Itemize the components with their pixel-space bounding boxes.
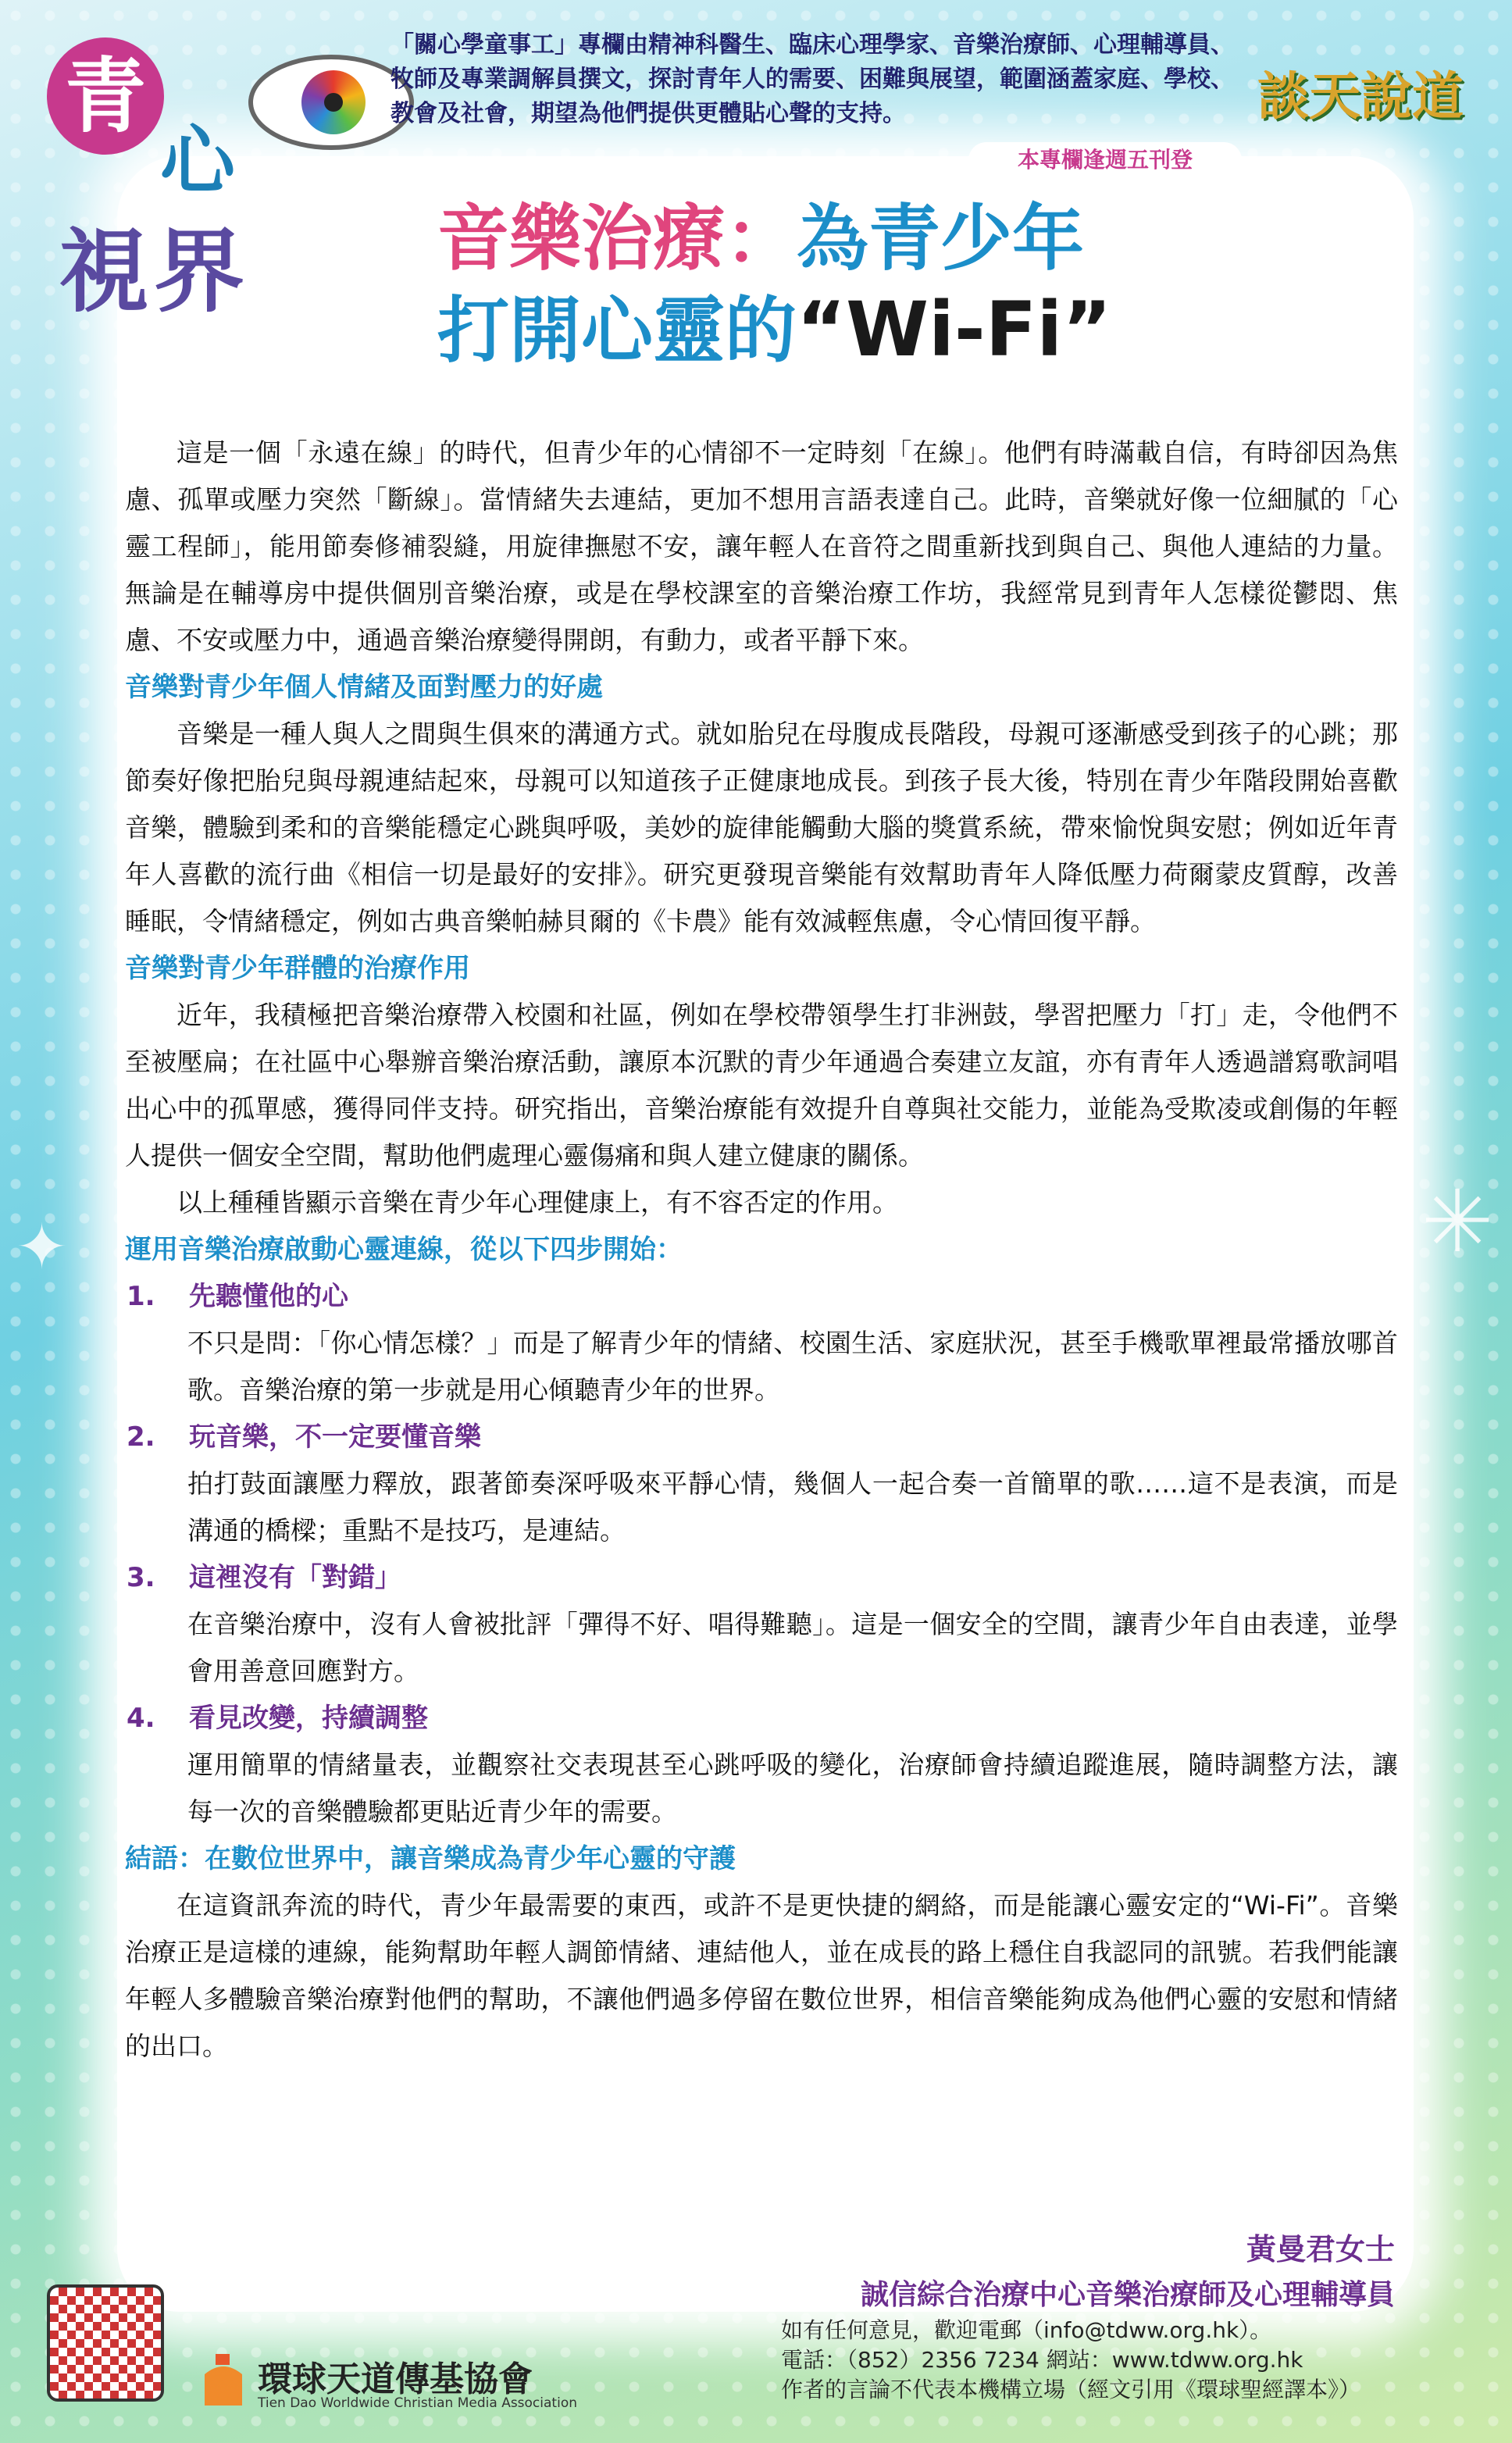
org-name: 環球天道傳基協會 <box>258 2359 533 2399</box>
paragraph: 在這資訊奔流的時代，青少年最需要的東西，或許不是更快捷的網絡，而是能讓心靈安定的“Wi-Fi”。音樂治療正是這樣的連線，能夠幫助年輕人調節情緒、連結他人，並在成長的路上穩住自我認同的訊號。若我們能讓年輕人多體驗音樂治療對他們的幫助，不讓他們過多停留在數位世界，相信音樂能夠成為他們心靈的安慰和情緒的出口。 <box>125 1890 1398 2061</box>
eye-icon <box>248 55 414 150</box>
section-heading: 音樂對青少年個人情緒及面對壓力的好處 <box>125 672 603 703</box>
title-part-2: 為青少年 <box>797 197 1085 280</box>
contact-email-line: 如有任何意見，歡迎電郵（info@tdww.org.hk）。 <box>781 2317 1272 2343</box>
author-block <box>861 2226 1395 2316</box>
sparkle-icon: ✳ <box>1421 1172 1494 1271</box>
column-intro: 「關心學童事工」專欄由精神科醫生、臨床心理學家、音樂治療師、心理輔導員、牧師及專業調解員撰文，探討青年人的需要、困難與展望，範圍涵蓋家庭、學校、教會及社會，期望為他們提供更體貼心聲的支持。 <box>390 31 1234 127</box>
org-english-name: Tien Dao Worldwide Christian Media Association <box>258 2395 577 2411</box>
logo-xin-text: 心 <box>160 117 235 205</box>
step-title: 玩音樂，不一定要懂音樂 <box>189 1421 481 1453</box>
step-number: 2. <box>127 1421 155 1453</box>
step-list <box>125 1273 1398 1835</box>
step-heading <box>125 1414 1398 1460</box>
title-part-3: 打開心靈的 <box>437 289 797 373</box>
paragraph: 音樂是一種人與人之間與生俱來的溝通方式。就如胎兒在母腹成長階段，母親可逐漸感受到孩子的心跳；那節奏好像把胎兒與母親連結起來，母親可以知道孩子正健康地成長。到孩子長大後，特別在青少年階段開始喜歡音樂，體驗到柔和的音樂能穩定心跳與呼吸，美妙的旋律能觸動大腦的獎賞系統，帶來愉悅與安慰；例如近年青年人喜歡的流行曲《相信一切是最好的安排》。研究更發現音樂能有效幫助青年人降低壓力荷爾蒙皮質醇，改善睡眠，令情緒穩定，例如古典音樂帕赫貝爾的《卡農》能有效減輕焦慮，令心情回復平靜。 <box>125 719 1398 936</box>
section-heading: 結語：在數位世界中，讓音樂成為青少年心靈的守護 <box>125 1843 736 1874</box>
title-part-4: “Wi-Fi” <box>797 286 1112 373</box>
contact-info <box>781 2316 1360 2405</box>
qr-code-icon[interactable] <box>47 2284 164 2402</box>
step-body: 運用簡單的情緒量表，並觀察社交表現甚至心跳呼吸的變化，治療師會持續追蹤進展，隨時調整方法，讓每一次的音樂體驗都更貼近青少年的需要。 <box>187 1749 1398 1827</box>
eye-pupil <box>324 93 343 112</box>
author-role: 誠信綜合治療中心音樂治療師及心理輔導員 <box>860 2278 1395 2311</box>
step-number: 3. <box>127 1562 155 1593</box>
author-name: 黃曼君女士 <box>1246 2231 1395 2266</box>
step-heading <box>125 1695 1398 1742</box>
step-title: 先聽懂他的心 <box>189 1281 348 1312</box>
step-body: 不只是問：「你心情怎樣？」而是了解青少年的情緒、校園生活、家庭狀況，甚至手機歌單裡最常播放哪首歌。音樂治療的第一步就是用心傾聽青少年的世界。 <box>187 1328 1398 1405</box>
step-title: 看見改變，持續調整 <box>189 1703 428 1734</box>
step-number: 4. <box>127 1703 155 1734</box>
tan-tian-shuo-dao-logo: 談天說道 <box>1257 66 1464 127</box>
paragraph: 這是一個「永遠在線」的時代，但青少年的心情卻不一定時刻「在線」。他們有時滿載自信，有時卻因為焦慮、孤單或壓力突然「斷線」。當情緒失去連結，更加不想用言語表達自己。此時，音樂就好像一位細膩的「心靈工程師」，能用節奏修補裂縫，用旋律撫慰不安，讓年輕人在音符之間重新找到與自己、與他人連結的力量。無論是在輔導房中提供個別音樂治療，或是在學校課室的音樂治療工作坊，我經常見到青年人怎樣從鬱悶、焦慮、不安或壓力中，通過音樂治療變得開朗，有動力，或者平靜下來。 <box>125 437 1398 655</box>
step-number: 1. <box>127 1281 155 1312</box>
org-logo-icon <box>201 2351 245 2406</box>
step-title: 這裡沒有「對錯」 <box>189 1562 401 1593</box>
disclaimer-line: 作者的言論不代表本機構立場（經文引用《環球聖經譯本》） <box>781 2377 1361 2402</box>
logo-shijie-text: 視界 <box>59 219 249 325</box>
section-heading: 音樂對青少年群體的治療作用 <box>125 953 470 984</box>
contact-phone-line: 電話：（852）2356 7234 網站：www.tdww.org.hk <box>781 2347 1303 2373</box>
title-part-1: 音樂治療： <box>437 197 797 280</box>
article-body <box>125 430 1398 2070</box>
section-heading: 運用音樂治療啟動心靈連線，從以下四步開始： <box>125 1234 683 1265</box>
article-title <box>437 194 1375 376</box>
paragraph: 近年，我積極把音樂治療帶入校園和社區，例如在學校帶領學生打非洲鼓，學習把壓力「打」走，令他們不至被壓扁；在社區中心舉辦音樂治療活動，讓原本沉默的青少年通過合奏建立友誼，亦有青年人透過譜寫歌詞唱出心中的孤單感，獲得同伴支持。研究指出，音樂治療能有效提升自尊與社交能力，並能為受欺凌或創傷的年輕人提供一個安全空間，幫助他們處理心靈傷痛和與人建立健康的關係。 <box>125 1000 1398 1171</box>
logo-qing-circle: 青 <box>47 37 164 155</box>
sparkle-icon: ✦ <box>16 1211 69 1283</box>
step-body: 在音樂治療中，沒有人會被批評「彈得不好、唱得難聽」。這是一個安全的空間，讓青少年自由表達，並學會用善意回應對方。 <box>187 1609 1398 1686</box>
paragraph: 以上種種皆顯示音樂在青少年心理健康上，有不容否定的作用。 <box>177 1187 898 1218</box>
step-body: 拍打鼓面讓壓力釋放，跟著節奏深呼吸來平靜心情，幾個人一起合奏一首簡單的歌……這不是表演，而是溝通的橋樑；重點不是技巧，是連結。 <box>187 1468 1398 1546</box>
step-heading <box>125 1554 1398 1601</box>
publication-badge: 本專欄逢週五刊登 <box>968 142 1242 178</box>
step-heading <box>125 1273 1398 1320</box>
